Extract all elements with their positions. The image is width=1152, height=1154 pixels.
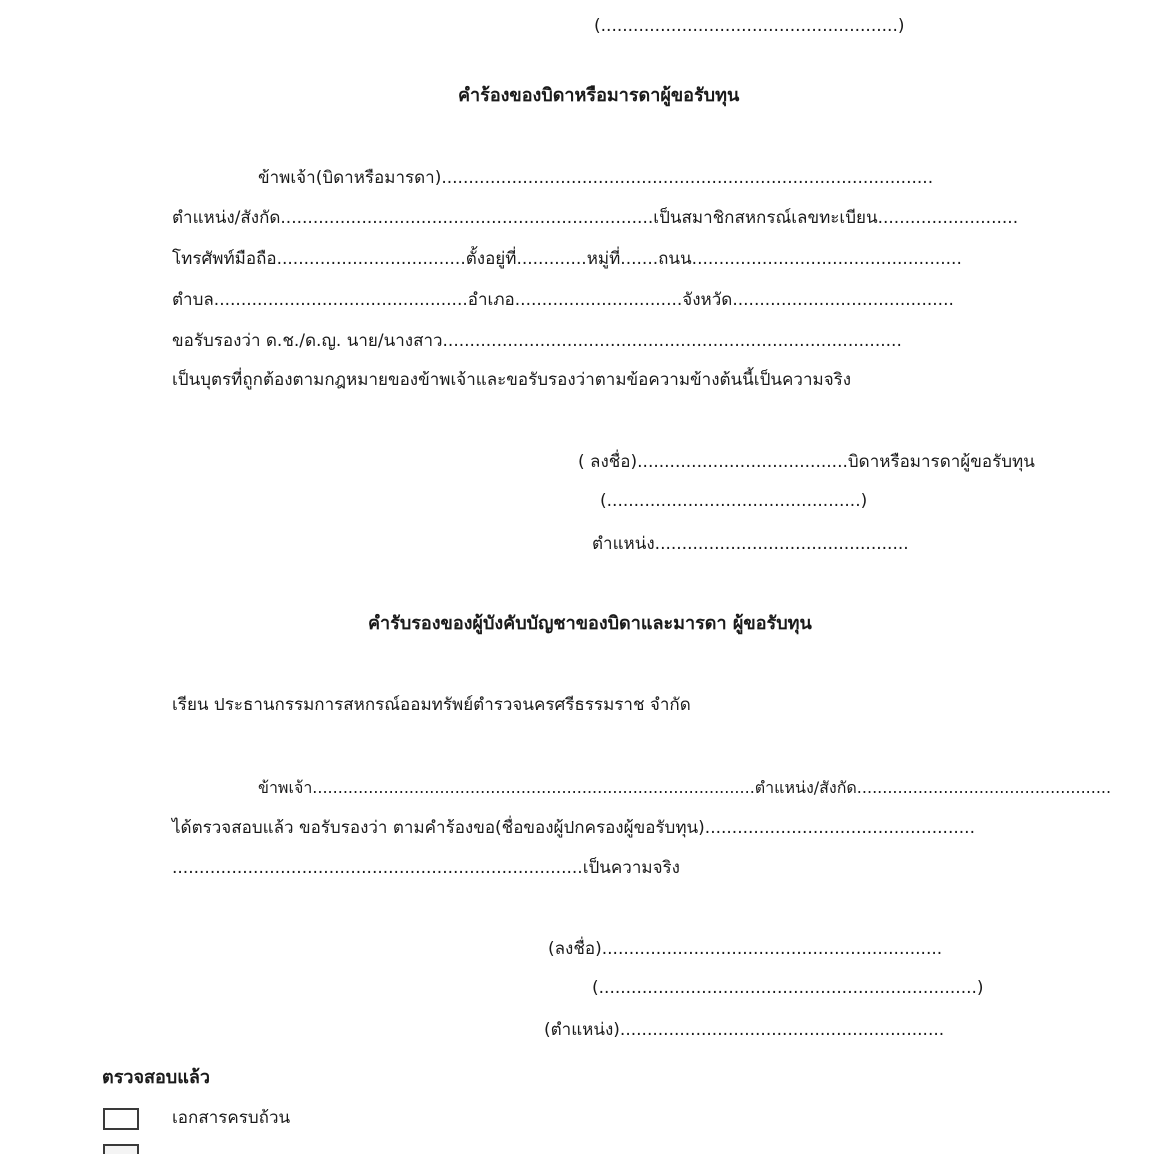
supervisor-true-statement: ............................................................................เป็นความจริง [172, 858, 680, 878]
addressee-line: เรียน ประธานกรรมการสหกรณ์ออมทรัพย์ตำรวจนครศรีธรรมราช จำกัด [172, 695, 691, 715]
parent-name-line: ข้าพเจ้า(บิดาหรือมารดา)........................................................................................... [258, 168, 934, 188]
supervisor-signature-line: (ลงชื่อ)............................................................... [548, 939, 943, 959]
parent-position-line: ตำแหน่ง/สังกัด.....................................................................เป็นสมาชิกสหกรณ์เลขทะเบียน.......................... [172, 208, 1019, 228]
parent-district-line: ตำบล...............................................อำเภอ...............................จังหวัด......................................... [172, 290, 954, 310]
supervisor-name-line: ข้าพเจ้า.......................................................................................ตำแหน่ง/สังกัด.................................................. [258, 778, 1112, 797]
parent-signature-position-line: ตำแหน่ง............................................... [592, 534, 909, 554]
supervisor-signature-name-line: (......................................................................) [592, 978, 984, 998]
checked-section-title: ตรวจสอบแล้ว [102, 1067, 210, 1088]
parent-section-title: คำร้องของบิดาหรือมารดาผู้ขอรับทุน [458, 85, 740, 106]
parent-certify-child-line: ขอรับรองว่า ด.ช./ด.ญ. นาย/นางสาว..................................................................................... [172, 331, 902, 351]
second-checkbox[interactable] [103, 1144, 139, 1154]
supervisor-signature-position-line: (ตำแหน่ง)............................................................ [544, 1020, 945, 1040]
top-signature-name-line: (.......................................................) [594, 16, 905, 36]
parent-certify-statement: เป็นบุตรที่ถูกต้องตามกฎหมายของข้าพเจ้าและขอรับรองว่าตามข้อความข้างต้นนี้เป็นความจริง [172, 370, 852, 390]
documents-complete-checkbox[interactable] [103, 1108, 139, 1130]
parent-signature-line: ( ลงชื่อ).......................................บิดาหรือมารดาผู้ขอรับทุน [578, 452, 1035, 472]
supervisor-certify-line: ได้ตรวจสอบแล้ว ขอรับรองว่า ตามคำร้องขอ(ชื่อของผู้ปกครองผู้ขอรับทุน).................................................. [172, 818, 975, 838]
parent-phone-address-line: โทรศัพท์มือถือ...................................ตั้งอยู่ที่.............หมู่ที่.......ถนน.................................................. [172, 249, 962, 269]
parent-signature-name-line: (...............................................) [600, 491, 868, 511]
documents-complete-label: เอกสารครบถ้วน [172, 1108, 291, 1128]
supervisor-section-title: คำรับรองของผู้บังคับบัญชาของบิดาและมารดา ผู้ขอรับทุน [368, 613, 812, 634]
